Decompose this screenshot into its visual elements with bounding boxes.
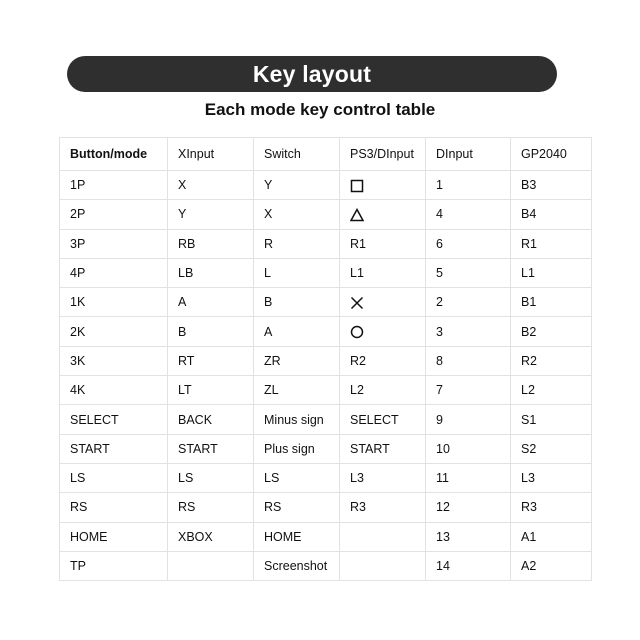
ps3-dinput-cell: R1 [340,229,426,258]
gp2040-cell: L3 [511,463,592,492]
switch-cell: ZR [254,346,340,375]
table-row [60,376,592,405]
column-header-button-mode: Button/mode [60,138,168,171]
ps3-dinput-cell: L3 [340,463,426,492]
key-control-table [59,137,592,581]
table-row [60,434,592,463]
page-title: Key layout [252,60,372,87]
button-mode-cell: 2K [60,317,168,346]
table-row [60,463,592,492]
table-row [60,405,592,434]
square-icon [350,179,364,193]
table-row [60,346,592,375]
button-mode-cell: 4K [60,376,168,405]
table-row [60,258,592,287]
button-mode-cell: 2P [60,200,168,229]
xinput-cell: X [168,171,254,200]
gp2040-cell: B4 [511,200,592,229]
gp2040-cell: L1 [511,258,592,287]
table-row [60,171,592,200]
ps3-dinput-cell: R3 [340,493,426,522]
table-row [60,288,592,317]
dinput-cell: 3 [426,317,511,346]
switch-cell: ZL [254,376,340,405]
switch-cell: A [254,317,340,346]
dinput-cell: 11 [426,463,511,492]
xinput-cell: LB [168,258,254,287]
xinput-cell: BACK [168,405,254,434]
switch-cell: LS [254,463,340,492]
ps3-dinput-cell: R2 [340,346,426,375]
dinput-cell: 9 [426,405,511,434]
switch-cell: R [254,229,340,258]
switch-cell: RS [254,493,340,522]
table-row [60,317,592,346]
button-mode-cell: 4P [60,258,168,287]
ps3-dinput-cell: START [340,434,426,463]
button-mode-cell: 1P [60,171,168,200]
gp2040-cell: A1 [511,522,592,551]
dinput-cell: 6 [426,229,511,258]
circle-icon [350,325,364,339]
button-mode-cell: 1K [60,288,168,317]
dinput-cell: 2 [426,288,511,317]
gp2040-cell: S1 [511,405,592,434]
table-header-row [60,138,592,171]
xinput-cell: RT [168,346,254,375]
column-header-dinput: DInput [426,138,511,171]
column-header-gp2040: GP2040 [511,138,592,171]
table-row [60,551,592,580]
dinput-cell: 10 [426,434,511,463]
dinput-cell: 7 [426,376,511,405]
gp2040-cell: S2 [511,434,592,463]
ps3-dinput-cell: L1 [340,258,426,287]
xinput-cell: RS [168,493,254,522]
triangle-icon [350,208,364,222]
button-mode-cell: 3K [60,346,168,375]
gp2040-cell: B3 [511,171,592,200]
switch-cell: HOME [254,522,340,551]
ps3-dinput-cell [340,522,426,551]
ps3-dinput-cell: SELECT [340,405,426,434]
ps3-dinput-cell: L2 [340,376,426,405]
gp2040-cell: A2 [511,551,592,580]
button-mode-cell: RS [60,493,168,522]
table-body [60,171,592,581]
xinput-cell: XBOX [168,522,254,551]
xinput-cell: LS [168,463,254,492]
switch-cell: L [254,258,340,287]
switch-cell: Screenshot [254,551,340,580]
switch-cell: Plus sign [254,434,340,463]
ps3-dinput-cell [340,551,426,580]
button-mode-cell: HOME [60,522,168,551]
button-mode-cell: START [60,434,168,463]
gp2040-cell: R3 [511,493,592,522]
button-mode-cell: 3P [60,229,168,258]
ps3-dinput-cell [340,171,426,200]
table-row [60,522,592,551]
dinput-cell: 12 [426,493,511,522]
gp2040-cell: R1 [511,229,592,258]
xinput-cell: START [168,434,254,463]
xinput-cell [168,551,254,580]
gp2040-cell: B2 [511,317,592,346]
button-mode-cell: TP [60,551,168,580]
dinput-cell: 8 [426,346,511,375]
column-header-ps3-dinput: PS3/DInput [340,138,426,171]
column-header-switch: Switch [254,138,340,171]
gp2040-cell: R2 [511,346,592,375]
xinput-cell: RB [168,229,254,258]
ps3-dinput-cell [340,200,426,229]
xinput-cell: A [168,288,254,317]
xinput-cell: LT [168,376,254,405]
dinput-cell: 13 [426,522,511,551]
dinput-cell: 4 [426,200,511,229]
switch-cell: Minus sign [254,405,340,434]
gp2040-cell: L2 [511,376,592,405]
table-row [60,229,592,258]
xinput-cell: B [168,317,254,346]
table-caption: Each mode key control table [204,100,436,119]
dinput-cell: 14 [426,551,511,580]
switch-cell: Y [254,171,340,200]
table-row [60,200,592,229]
button-mode-cell: LS [60,463,168,492]
button-mode-cell: SELECT [60,405,168,434]
table-row [60,493,592,522]
dinput-cell: 5 [426,258,511,287]
cross-icon [350,296,364,310]
switch-cell: X [254,200,340,229]
switch-cell: B [254,288,340,317]
title-banner [67,56,557,92]
ps3-dinput-cell [340,317,426,346]
xinput-cell: Y [168,200,254,229]
gp2040-cell: B1 [511,288,592,317]
dinput-cell: 1 [426,171,511,200]
ps3-dinput-cell [340,288,426,317]
column-header-xinput: XInput [168,138,254,171]
